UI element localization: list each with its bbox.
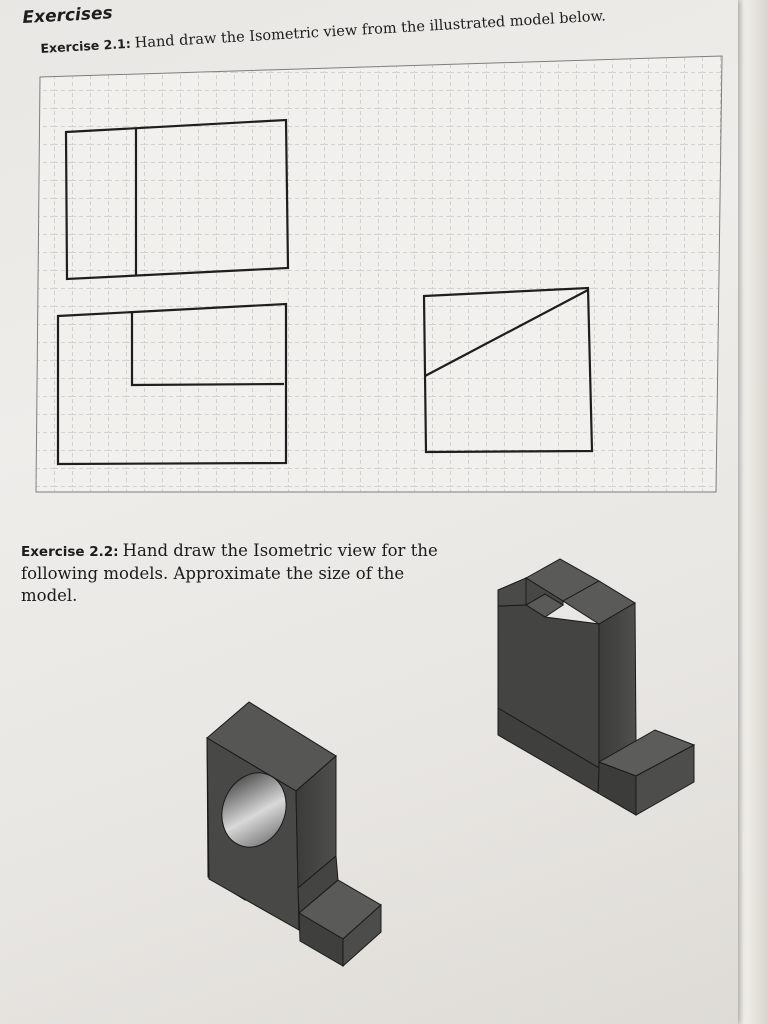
exercise-2-2-label: Exercise 2.2: bbox=[21, 544, 119, 560]
exercise-2-1-prompt bbox=[40, 7, 606, 58]
section-title: Exercises bbox=[22, 3, 114, 28]
exercise-2-1-label: Exercise 2.1: bbox=[40, 35, 132, 56]
exercise-2-1-instruction: Hand draw the Isometric view from the illustrated model below. bbox=[134, 8, 607, 52]
exercise-2-2-instruction: Hand draw the Isometric view for the following models. Approximate the size of the model. bbox=[21, 541, 438, 605]
exercise-2-2-prompt bbox=[21, 540, 461, 607]
